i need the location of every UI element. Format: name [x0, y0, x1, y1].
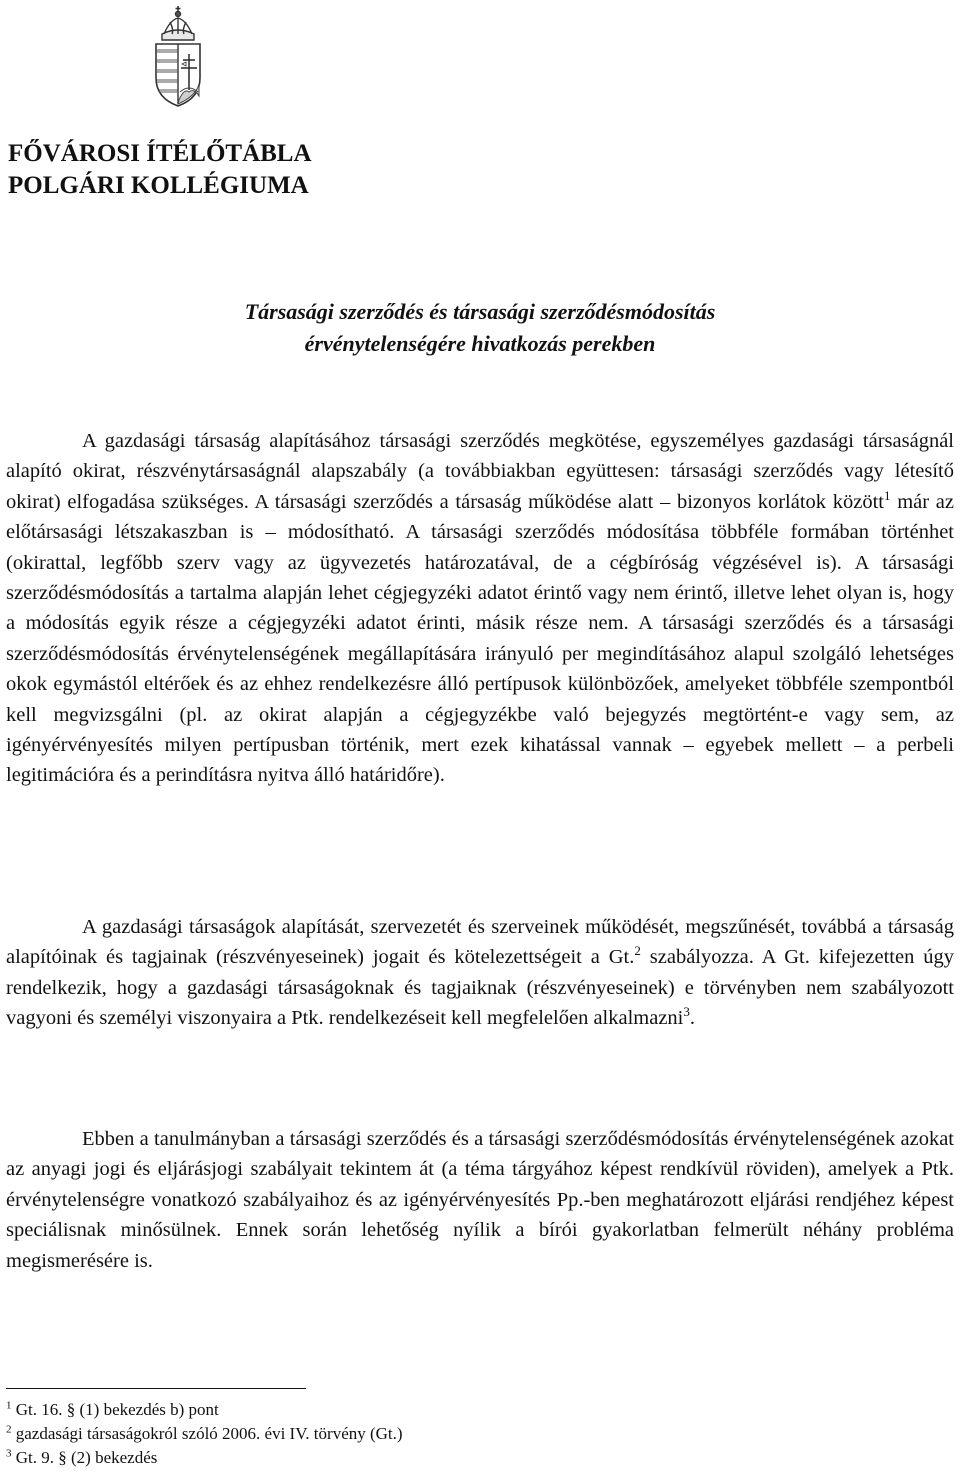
paragraph-2-text-a: A gazdasági társaságok alapítását, szervezetét és szerveinek működését, megszűnését, továbbá a társaság alapítóinak és tagjainak (részvényeseinek) jogait és kötelezettségeit a Gt. [6, 916, 954, 969]
header-college-name: POLGÁRI KOLLÉGIUMA [8, 172, 309, 199]
body-paragraph-1 [6, 426, 954, 791]
footnotes [6, 1398, 403, 1470]
hungarian-coat-of-arms-icon [150, 4, 206, 108]
footnote-number: 2 [6, 1423, 12, 1436]
footnote-ref-1[interactable]: 1 [883, 487, 891, 503]
footnote-text: Gt. 16. § (1) bekezdés b) pont [15, 1400, 219, 1419]
paragraph-3-text: Ebben a tanulmányban a társasági szerződés és a társasági szerződésmódosítás érvénytelenségének azokat az anyagi jogi és eljárásjogi szabályait tekintem át (a téma tárgyához képest rendkívül röviden), amelyek a Ptk. érvénytelenségre vonatkozó szabályaihoz és az igényérvényesítés Pp.-ben meghatározott eljárási rendjéhez képest speciálisnak minősülnek. Ennek során lehetőség nyílik a bírói gyakorlatban felmerült néhány probléma megismerésére is. [6, 1128, 954, 1272]
paragraph-2-text-b: szabályozza. A Gt. kifejezetten úgy rendelkezik, hogy a gazdasági társaságoknak és tagjaiknak (részvényeseinek) e törvényben nem szabályozott vagyoni és személyi viszonyaira a Ptk. rendelkezéseit kell megfelelően alkalmazni [6, 946, 954, 1030]
footnote-number: 1 [6, 1399, 12, 1412]
footnote-1 [6, 1398, 403, 1422]
footnote-separator [6, 1388, 306, 1389]
footnote-number: 3 [6, 1447, 12, 1460]
document-title [0, 296, 960, 360]
paragraph-2-text-c: . [689, 1007, 696, 1030]
paragraph-1-text-a: A gazdasági társaság alapításához társasági szerződés megkötése, egyszemélyes gazdasági társaságnál alapító okirat, részvénytársaságnál alapszabály (a továbbiakban együttesen: társasági szerződés vagy létesítő okirat) elfogadása szükséges. A társasági szerződés a társaság működése alatt – bizonyos korlátok között [6, 430, 954, 513]
footnote-text: Gt. 9. § (2) bekezdés [15, 1448, 158, 1467]
court-header [8, 138, 312, 202]
title-line-1: Társasági szerződés és társasági szerződésmódosítás [244, 299, 716, 324]
body-paragraph-3 [6, 1124, 954, 1276]
footnote-text: gazdasági társaságokról szóló 2006. évi IV. törvény (Gt.) [15, 1424, 403, 1443]
header-court-name: FŐVÁROSI ÍTÉLŐTÁBLA [8, 140, 312, 167]
title-line-2: érvénytelenségére hivatkozás perekben [304, 331, 656, 356]
footnote-2 [6, 1422, 403, 1446]
footnote-3 [6, 1446, 403, 1470]
footnote-ref-2[interactable]: 2 [634, 943, 641, 959]
footnote-ref-3[interactable]: 3 [683, 1004, 690, 1020]
paragraph-1-text-b: már az előtársasági létszakaszban is – módosítható. A társasági szerződés módosítása többféle formában történhet (okirattal, legfőbb szerv vagy az ügyvezetés határozatával, de a cégbíróság végzésével is). A társasági szerződésmódosítás a tartalma alapján lehet cégjegyzéki adatot érintő vagy nem érintő, illetve lehet olyan is, hogy a módosítás egyik része a cégjegyzéki adatot érinti, másik része nem. A társasági szerződés és a társasági szerződésmódosítás érvénytelenségének megállapítására irányuló per megindításához alapul szolgáló lehetséges okok egymástól eltérőek és az ehhez rendelkezésre álló pertípusok különbözőek, amelyeket többféle szempontból kell megvizsgálni (pl. az okirat alapján a cégjegyzékbe való bejegyzés megtörtént-e vagy sem, az igényérvényesítés milyen pertípusban történik, mert ezek kihatással vannak – egyebek mellett – a perbeli legitimációra és a perindításra nyitva álló határidőre). [6, 490, 954, 787]
body-paragraph-2 [6, 912, 954, 1034]
